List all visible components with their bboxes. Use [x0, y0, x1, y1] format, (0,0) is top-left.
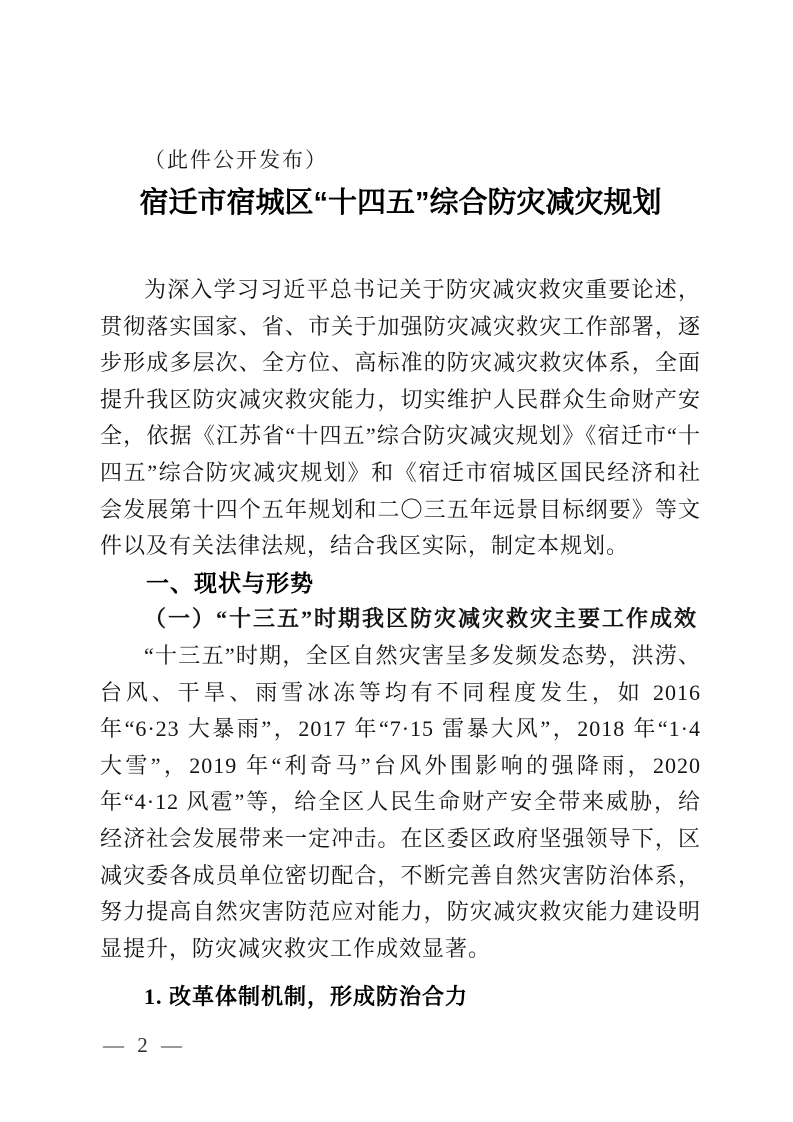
- document-content: [100, 146, 701, 1016]
- section-1-heading: 一、现状与形势: [146, 569, 314, 596]
- document-title: 宿迁市宿城区“十四五”综合防灾减灾规划: [139, 187, 662, 219]
- point-1-heading: 1. 改革体制机制，形成防治合力: [144, 984, 469, 1010]
- intro-paragraph: 为深入学习习近平总书记关于防灾减灾救灾重要论述，贯彻落实国家、省、市关于加强防灾减灾救灾工作部署，逐步形成多层次、全方位、高标准的防灾减灾救灾体系，全面提升我区防灾减灾救灾能力，切实维护人民群众生命财产安全，依据《江苏省“十四五”综合防灾减灾规划》《宿迁市“十四五”综合防灾减灾规划》和《宿迁市宿城区国民经济和社会发展第十四个五年规划和二〇三五年远景目标纲要》等文件以及有关法律法规，结合我区实际，制定本规划。: [100, 277, 701, 559]
- section-1-body-paragraph: “十三五”时期，全区自然灾害呈多发频发态势，洪涝、台风、干旱、雨雪冰冻等均有不同程度发生，如 2016 年“6·23 大暴雨”，2017 年“7·15 雷暴大风”，2018 年“1·4 大雪”，2019 年“利奇马”台风外围影响的强降雨，2020 年“4·12 风雹”等，给全区人民生命财产安全带来威胁，给经济社会发展带来一定冲击。在区委区政府坚强领导下，区减灾委各成员单位密切配合，不断完善自然灾害防治体系，努力提高自然灾害防范应对能力，防灾减灾救灾能力建设明显提升，防灾减灾救灾工作成效显著。: [100, 642, 701, 961]
- page-number: — 2 —: [103, 1033, 186, 1057]
- publish-note: （此件公开发布）: [144, 148, 328, 172]
- subsection-1-heading: （一）“十三五”时期我区防灾减灾救灾主要工作成效: [144, 606, 699, 632]
